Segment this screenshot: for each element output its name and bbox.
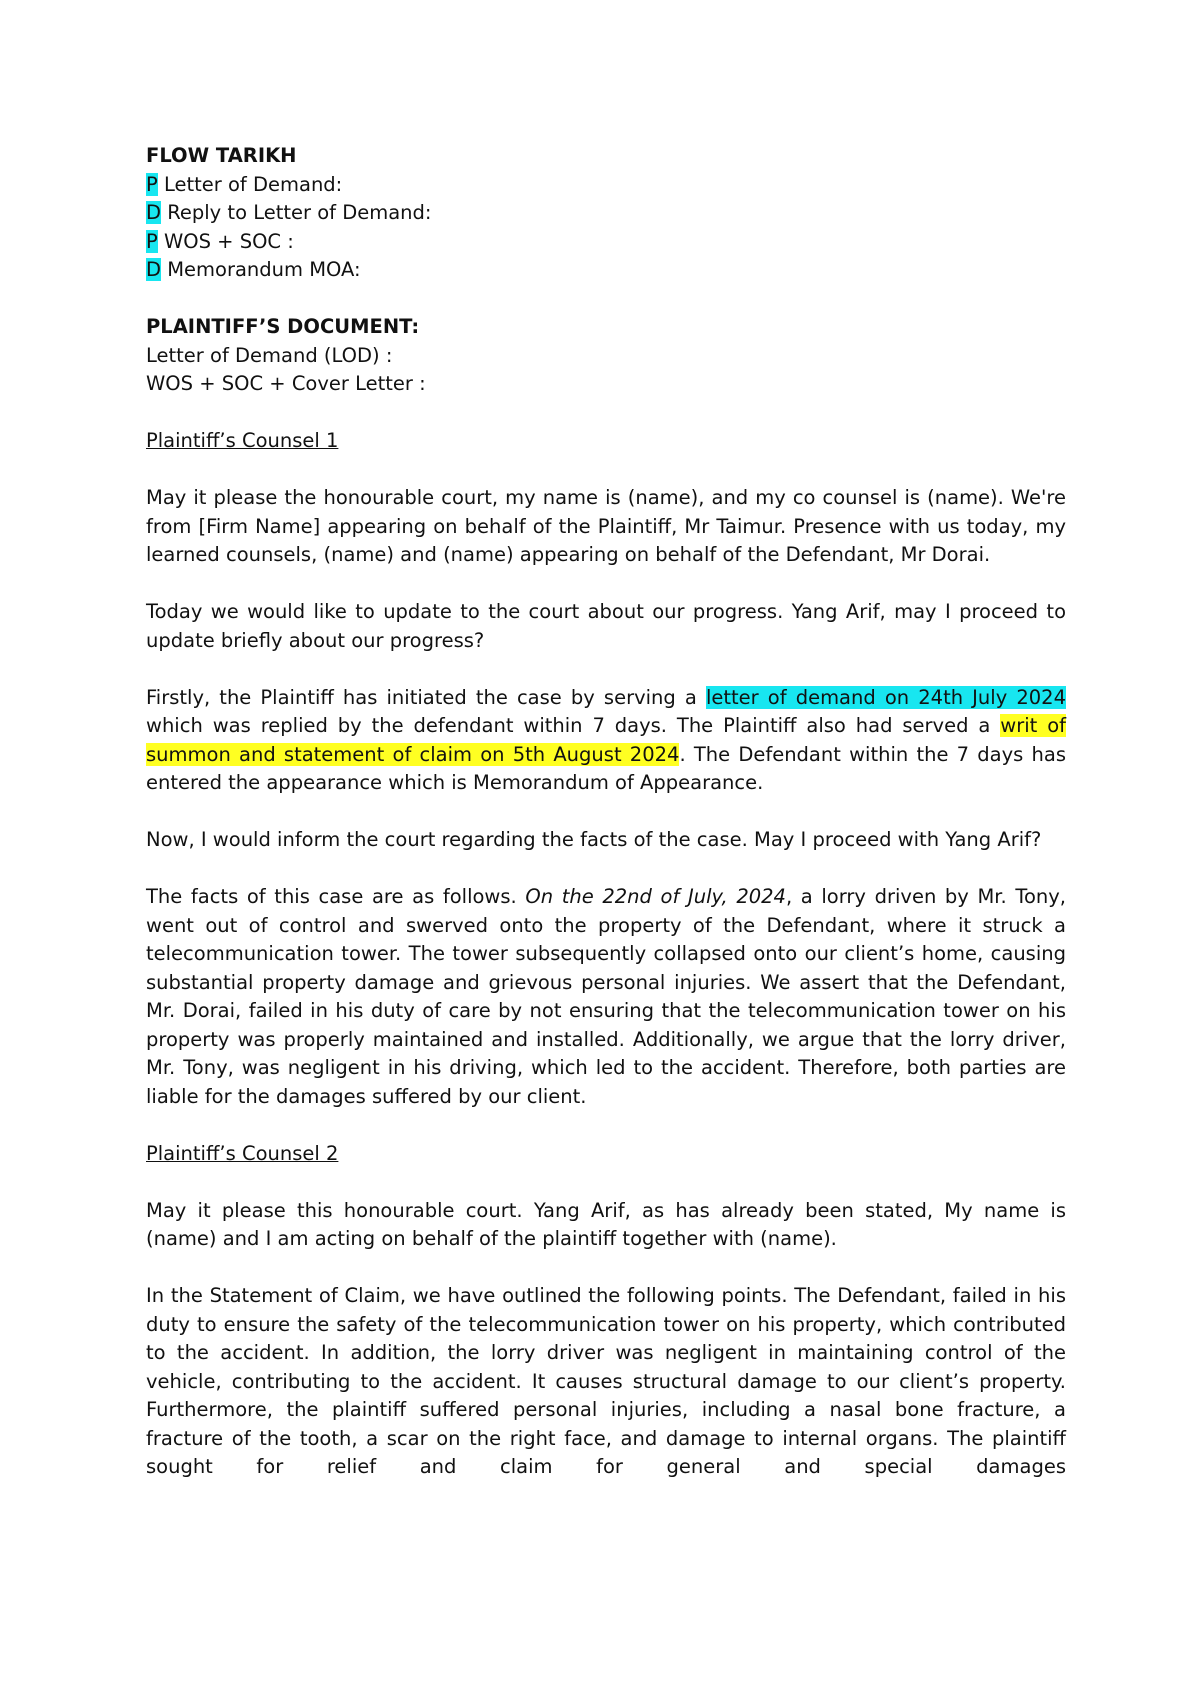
counsel2-heading: Plaintiff’s Counsel 2 <box>146 1141 339 1165</box>
flow-item <box>146 199 1066 228</box>
spacer <box>146 399 1066 428</box>
counsel1-paragraph-intro: May it please the honourable court, my name is (name), and my co counsel is (name). We're from [Firm Name] appearing on behalf of the Plaintiff, Mr Taimur. Presence with us today, my learned counsels, (name) and (name) appearing on behalf of the Defendant, Mr Dorai. <box>146 486 1066 566</box>
flow-item <box>146 228 1066 257</box>
counsel1-paragraph-facts-intro: Now, I would inform the court regarding the facts of the case. May I proceed with Yang Arif? <box>146 828 1042 851</box>
counsel2-paragraph-claim: In the Statement of Claim, we have outlined the following points. The Defendant, failed in his duty to ensure the safety of the telecommunication tower on his property, which contributed to the accident. In addition, the lorry driver was negligent in maintaining control of the vehicle, contributing to the accident. It causes structural damage to our client’s property. Furthermore, the plaintiff suffered personal injuries, including a nasal bone fracture, a fracture of the tooth, a scar on the right face, and damage to internal organs. The plaintiff sought for relief and claim for general and special damages <box>146 1284 1066 1478</box>
spacer <box>146 285 1066 314</box>
spacer <box>146 456 1066 485</box>
counsel1-paragraph-progress: Firstly, the Plaintiff has initiated the case by serving a letter of demand on 24th July 2024 which was replied by the defendant within 7 days. The Plaintiff also had served a writ of summon and statement of claim on 5th August 2024. The Defendant within the 7 days has entered the appearance which is Memorandum of Appearance. <box>146 685 1066 794</box>
spacer <box>146 798 1066 827</box>
spacer <box>146 655 1066 684</box>
plaintiff-doc-item: Letter of Demand (LOD) : <box>146 343 393 367</box>
flow-item <box>146 171 1066 200</box>
flow-item-text: Memorandum MOA: <box>161 258 361 281</box>
flow-title: FLOW TARIKH <box>146 144 297 167</box>
plaintiff-doc-item: WOS + SOC + Cover Letter : <box>146 372 426 395</box>
counsel2-paragraph-intro: May it please this honourable court. Yang Arif, as has already been stated, My name is (name) and I am acting on behalf of the plaintiff together with (name). <box>146 1198 1066 1250</box>
spacer <box>146 1111 1066 1140</box>
flow-item-text: WOS + SOC : <box>157 229 294 253</box>
flow-item-text: Reply to Letter of Demand: <box>161 201 432 224</box>
highlight-wos-date: writ of summon and statement of claim on 5th August 2024 <box>146 714 1066 766</box>
counsel1-paragraph-update: Today we would like to update to the court about our progress. Yang Arif, may I proceed to update briefly about our progress? <box>146 600 1066 652</box>
flow-item-text: Letter of Demand: <box>157 172 343 196</box>
spacer <box>146 855 1066 884</box>
highlight-lod-date: letter of demand on 24th July 2024 <box>705 685 1066 709</box>
spacer <box>146 570 1066 599</box>
spacer <box>146 1254 1066 1283</box>
facts-date: On the 22nd of July, 2024 <box>525 885 786 908</box>
flow-item <box>146 256 1066 285</box>
party-tag: D <box>146 258 162 281</box>
spacer <box>146 1168 1066 1197</box>
counsel1-heading: Plaintiff’s Counsel 1 <box>146 429 339 452</box>
party-tag: P <box>146 229 158 253</box>
party-tag: P <box>146 172 158 196</box>
document-body <box>146 142 1066 1482</box>
counsel1-paragraph-facts: The facts of this case are as follows. On the 22nd of July, 2024, a lorry driven by Mr. Tony, went out of control and swerved onto the property of the Defendant, where it struck a telecommunication tower. The tower subsequently collapsed onto our client’s home, causing substantial property damage and grievous personal injuries. We assert that the Defendant, Mr. Dorai, failed in his duty of care by not ensuring that the telecommunication tower on his property was properly maintained and installed. Additionally, we argue that the lorry driver, Mr. Tony, was negligent in his driving, which led to the accident. Therefore, both parties are liable for the damages suffered by our client. <box>146 885 1066 1108</box>
plaintiff-docs-title: PLAINTIFF’S DOCUMENT: <box>146 315 420 338</box>
party-tag: D <box>146 201 162 224</box>
